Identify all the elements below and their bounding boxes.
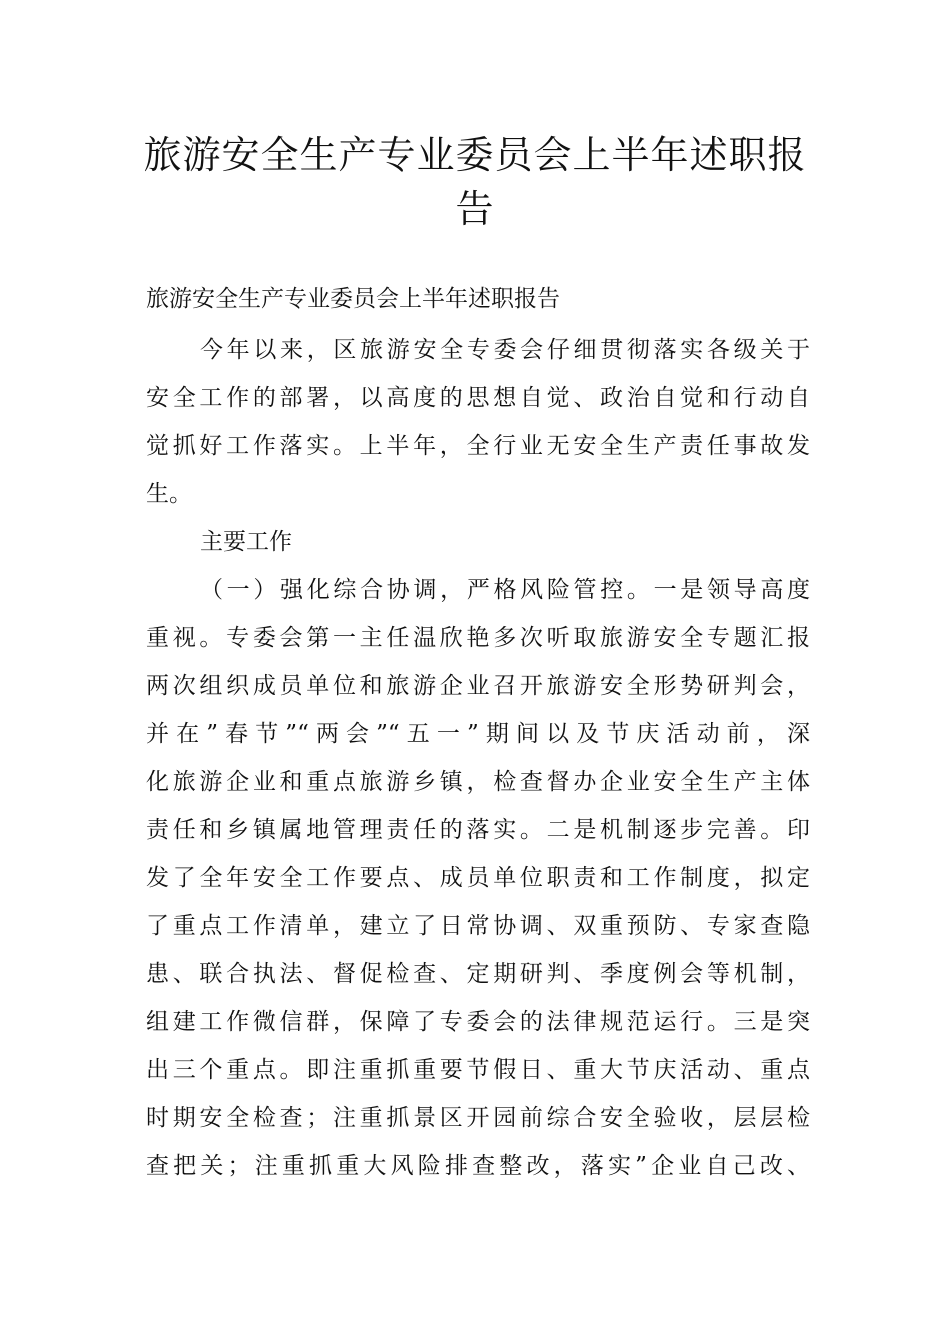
paragraph-line: 化旅游企业和重点旅游乡镇，检查督办企业安全生产主体 [146,769,810,795]
paragraph-line: 发了全年安全工作要点、成员单位职责和工作制度，拟定 [146,865,810,891]
paragraph-line: 责任和乡镇属地管理责任的落实。二是机制逐步完善。印 [146,817,810,843]
document-title [140,128,810,236]
paragraph-line: 今年以来，区旅游安全专委会仔细贯彻落实各级关于 [200,337,810,363]
paragraph-line: 出三个重点。即注重抓重要节假日、重大节庆活动、重点 [146,1057,810,1083]
paragraph-line: 并在”春节”“两会”“五一”期间以及节庆活动前，深 [146,721,810,747]
title-line: 告 [455,187,495,231]
paragraph-line: 觉抓好工作落实。上半年，全行业无安全生产责任事故发 [146,433,810,459]
section1-paragraph [146,566,810,1190]
paragraph-line: 组建工作微信群，保障了专委会的法律规范运行。三是突 [146,1009,810,1035]
paragraph-line: （一）强化综合协调，严格风险管控。一是领导高度 [200,577,810,603]
paragraph-line: 患、联合执法、督促检查、定期研判、季度例会等机制， [146,961,810,987]
paragraph-line: 重视。专委会第一主任温欣艳多次听取旅游安全专题汇报 [146,625,810,651]
document-subtitle: 旅游安全生产专业委员会上半年述职报告 [146,286,560,312]
paragraph-line: 查把关；注重抓重大风险排查整改，落实”企业自己改、 [146,1153,810,1179]
title-line: 旅游安全生产专业委员会上半年述职报 [143,133,807,177]
paragraph-line: 生。 [146,481,192,507]
paragraph-line: 时期安全检查；注重抓景区开园前综合安全验收，层层检 [146,1105,810,1131]
paragraph-line: 两次组织成员单位和旅游企业召开旅游安全形势研判会， [146,673,810,699]
paragraph-line: 了重点工作清单，建立了日常协调、双重预防、专家查隐 [146,913,810,939]
section-heading: 主要工作 [200,529,292,555]
intro-paragraph [146,326,810,518]
paragraph-line: 安全工作的部署，以高度的思想自觉、政治自觉和行动自 [146,385,810,411]
document-body [146,326,810,1190]
